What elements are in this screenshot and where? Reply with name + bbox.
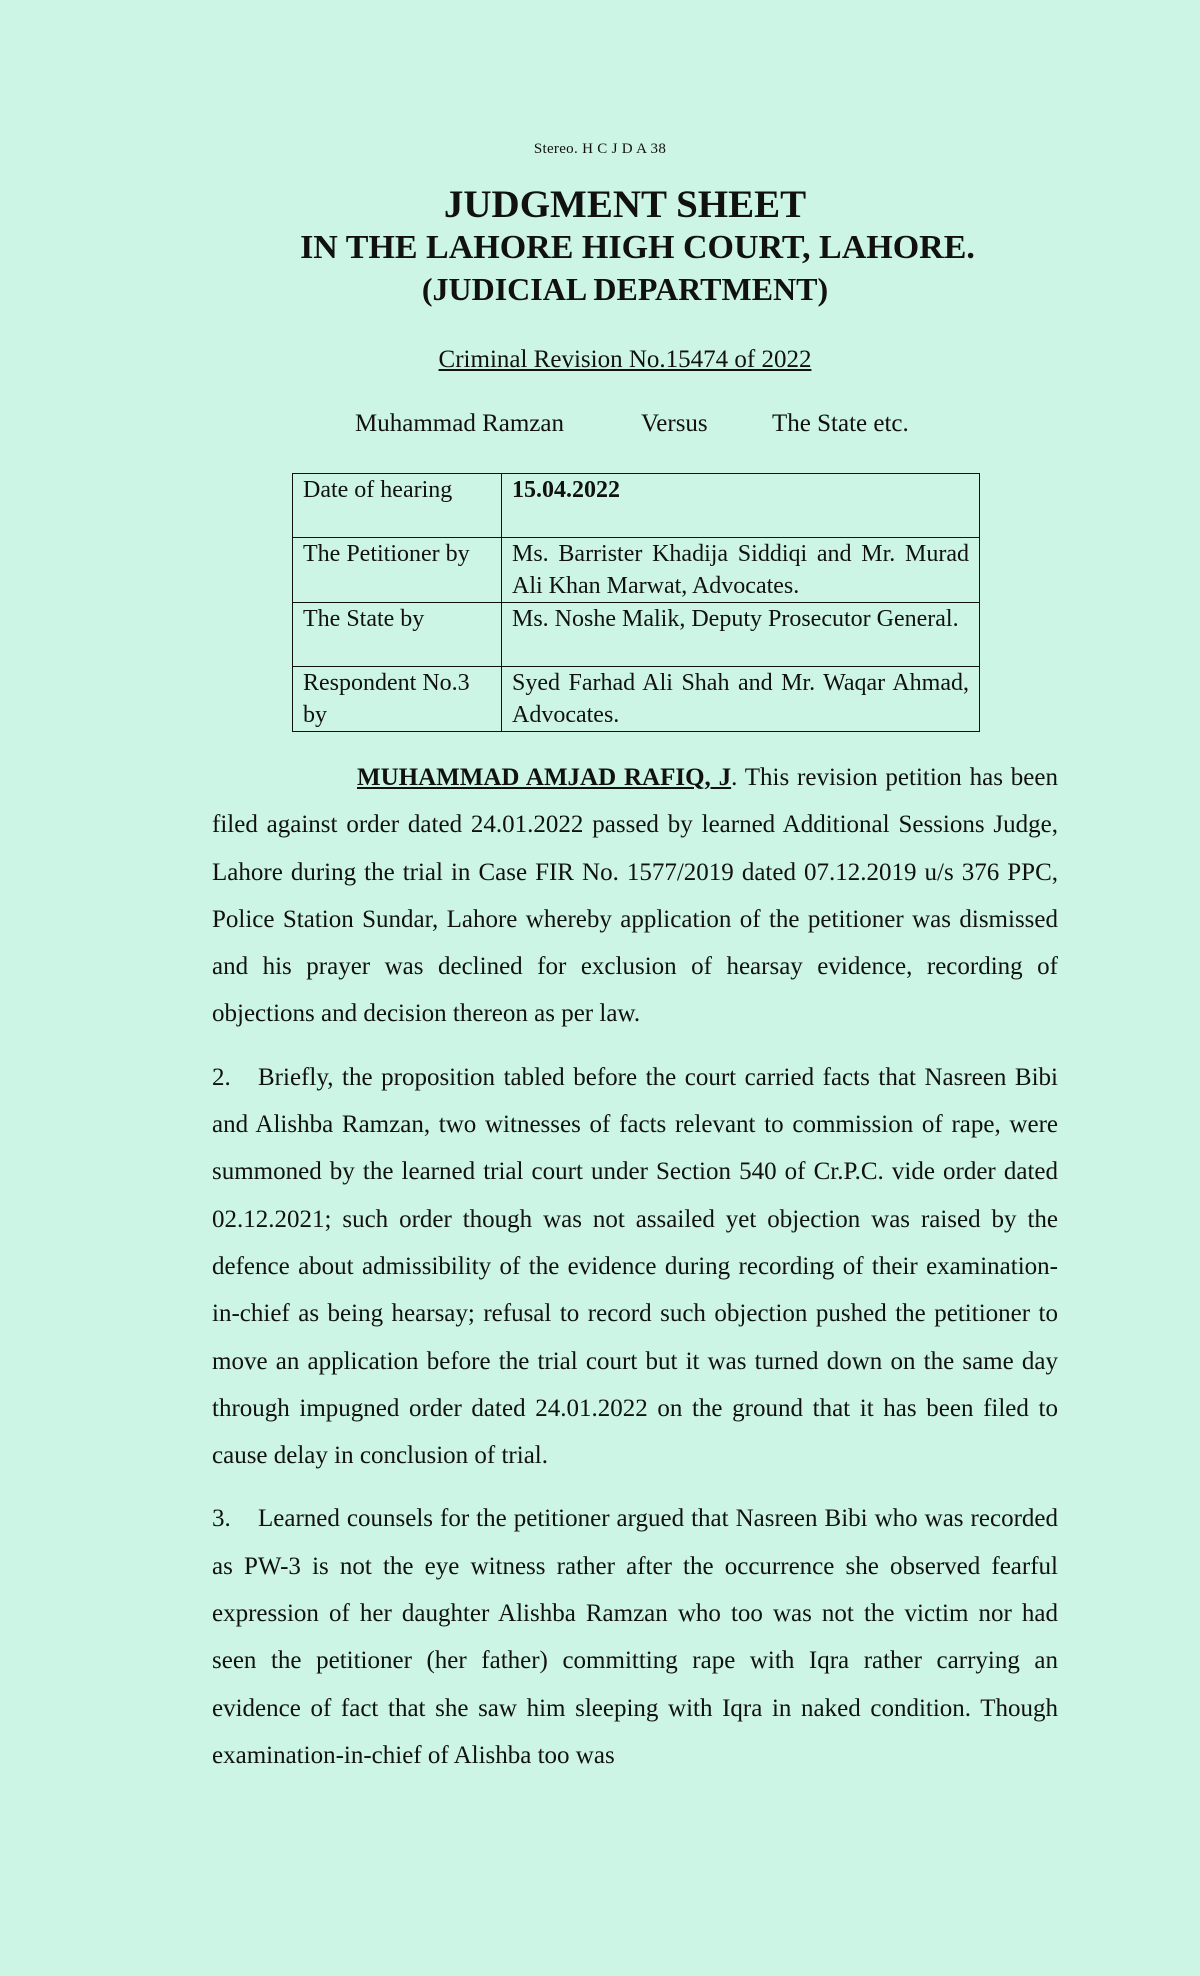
table-row <box>293 667 980 732</box>
paragraph-text: Learned counsels for the petitioner argued that Nasreen Bibi who was recorded as PW-3 is not the eye witness rather after the occurrence she observed fearful expression of her daughter Alishba Ramzan who too was not the victim nor had seen the petitioner (her father) committing rape with Iqra rather carrying an evidence of fact that she saw him sleeping with Iqra in naked condition. Though examination-in-chief of Alishba too was <box>212 1505 1058 1769</box>
paragraph-text: Briefly, the proposition tabled before the court carried facts that Nasreen Bibi and Alishba Ramzan, two witnesses of facts relevant to commission of rape, were summoned by the learned trial court under Section 540 of Cr.P.C. vide order dated 02.12.2021; such order though was not assailed yet objection was raised by the defence about admissibility of the evidence during recording of their examination-in-chief as being hearsay; refusal to record such objection pushed the petitioner to move an application before the trial court but it was turned down on the same day through impugned order dated 24.01.2022 on the ground that it has been filed to cause delay in conclusion of trial. <box>212 1063 1058 1470</box>
hearing-date: 15.04.2022 <box>502 474 980 538</box>
row-label: Respondent No.3 by <box>293 667 502 732</box>
respondent-name: The State etc. <box>772 410 909 437</box>
row-value: Syed Farhad Ali Shah and Mr. Waqar Ahmad, Advocates. <box>502 667 980 732</box>
row-value: Ms. Barrister Khadija Siddiqi and Mr. Murad Ali Khan Marwat, Advocates. <box>502 538 980 603</box>
table-row <box>293 538 980 603</box>
paragraph-1 <box>212 754 1058 1038</box>
paragraph-3 <box>212 1495 1058 1779</box>
paragraph-number: 2. <box>212 1063 231 1091</box>
paragraph-text: . This revision petition has been filed against order dated 24.01.2022 passed by learned Additional Sessions Judge, Lahore during the trial in Case FIR No. 1577/2019 dated 07.12.2019 u/s 376 PPC, Police Station Sundar, Lahore whereby application of the petitioner was dismissed and his prayer was declined for exclusion of hearsay evidence, recording of objections and decision thereon as per law. <box>212 764 1058 1028</box>
judge-name: MUHAMMAD AMJAD RAFIQ, J <box>357 764 732 791</box>
row-label: The Petitioner by <box>293 538 502 603</box>
case-number: Criminal Revision No.15474 of 2022 <box>438 346 812 373</box>
table-row <box>293 474 980 538</box>
hearing-details-table <box>292 473 980 732</box>
judgment-sheet-title: JUDGMENT SHEET <box>443 183 807 226</box>
row-label: The State by <box>293 603 502 667</box>
petitioner-name: Muhammad Ramzan <box>355 410 564 437</box>
versus-label: Versus <box>641 410 708 437</box>
department-name: (JUDICIAL DEPARTMENT) <box>421 271 829 307</box>
row-label: Date of hearing <box>293 474 502 538</box>
row-value: Ms. Noshe Malik, Deputy Prosecutor General. <box>502 603 980 667</box>
stereo-code: Stereo. H C J D A 38 <box>533 141 667 157</box>
paragraph-number: 3. <box>212 1505 231 1533</box>
court-name: IN THE LAHORE HIGH COURT, LAHORE. <box>300 229 975 266</box>
judgment-body <box>212 754 1058 1795</box>
table-row <box>293 603 980 667</box>
paragraph-2 <box>212 1054 1058 1480</box>
